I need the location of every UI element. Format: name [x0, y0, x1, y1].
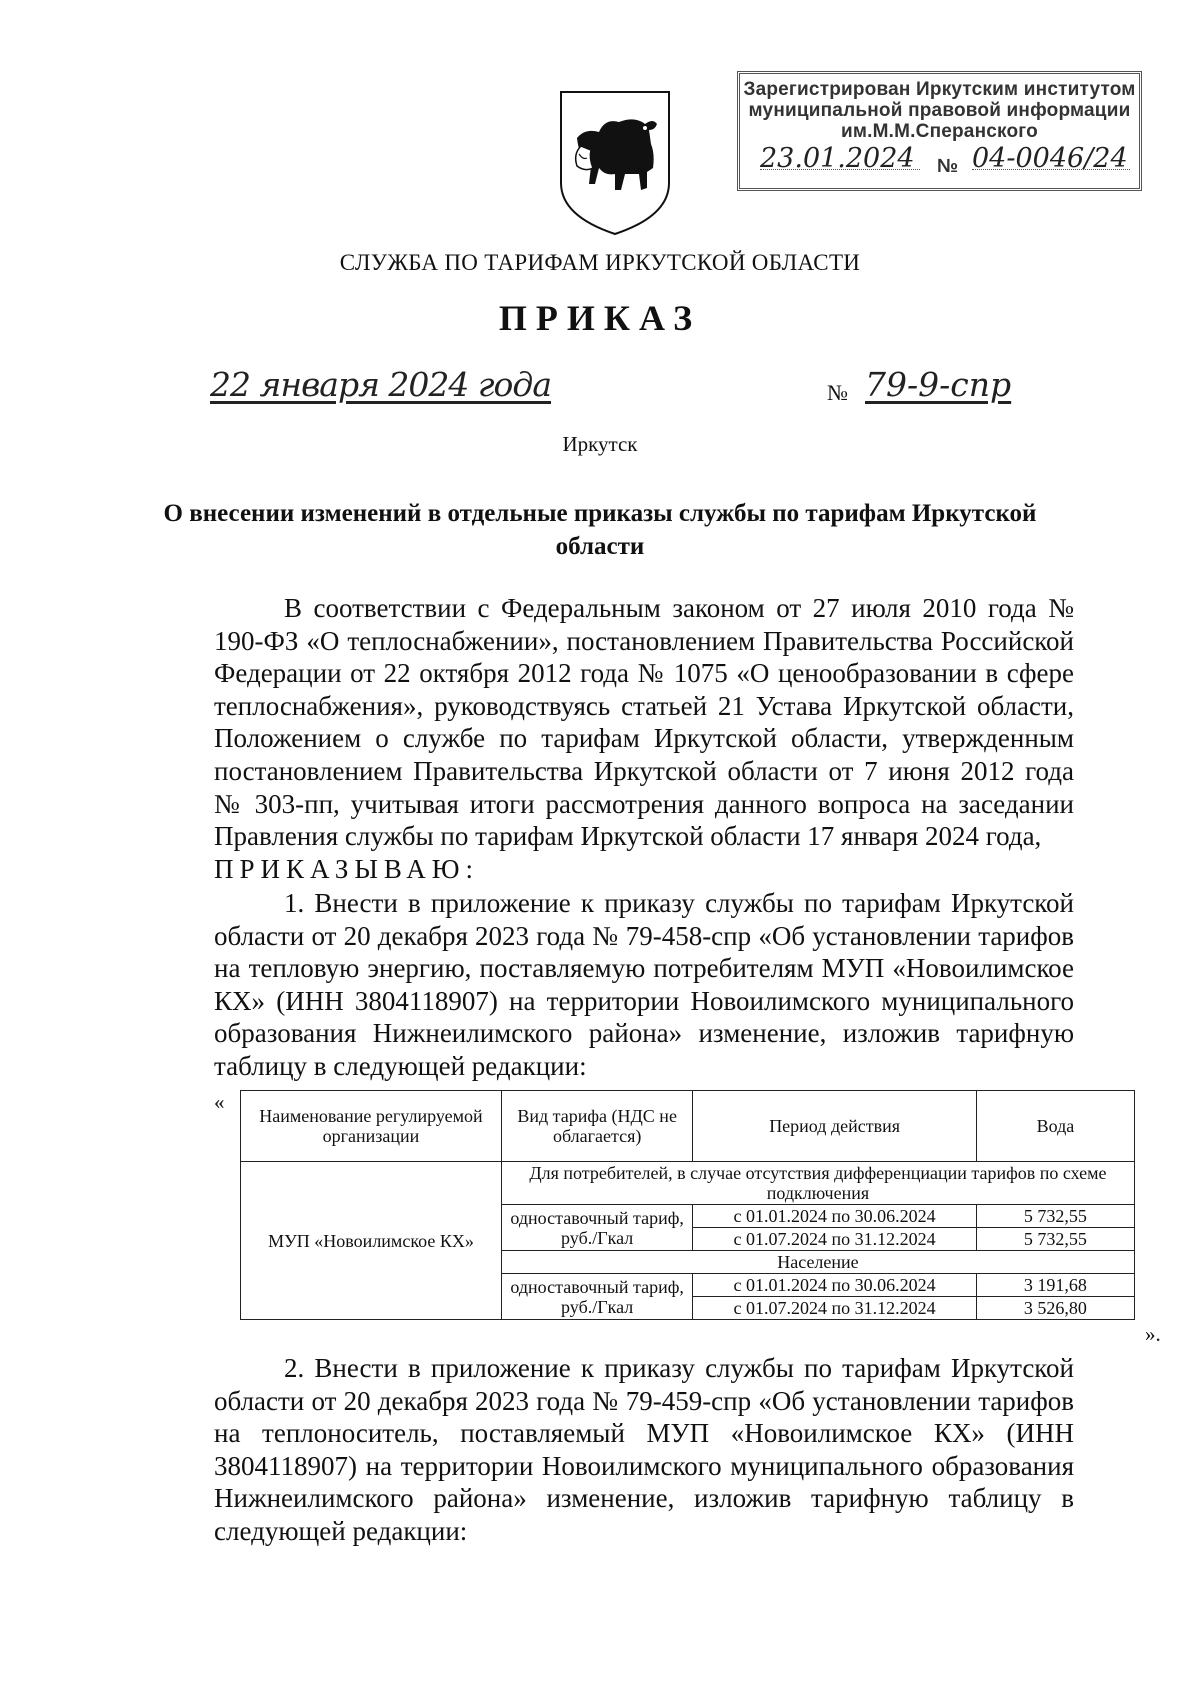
value-cell: 3 191,68	[976, 1274, 1134, 1297]
header-water: Вода	[976, 1091, 1134, 1162]
stamp-line-1: Зарегистрирован Иркутским институтом	[743, 79, 1136, 100]
order-number-sign: №	[827, 380, 848, 405]
table-row	[241, 1162, 1135, 1205]
table-quote-close: ».	[1145, 1322, 1161, 1346]
order-word: ПРИКАЗЫВАЮ:	[214, 853, 479, 884]
stamp-registration-date: 23.01.2024	[760, 148, 920, 170]
city: Иркутск	[562, 432, 638, 456]
stamp-handwritten-row	[740, 143, 1139, 180]
order-date-handwritten: 22 января 2024 года	[210, 365, 552, 404]
period-cell: с 01.07.2024 по 31.12.2024	[693, 1297, 976, 1320]
irkutsk-coat-of-arms-icon	[555, 88, 675, 238]
table-header-row	[241, 1091, 1135, 1162]
period-cell: с 01.01.2024 по 30.06.2024	[693, 1205, 976, 1228]
order-number-handwritten: 79-9-спр	[865, 365, 1012, 404]
stamp-number-sign: №	[937, 156, 959, 177]
header-period: Период действия	[693, 1091, 976, 1162]
period-cell: с 01.01.2024 по 30.06.2024	[693, 1274, 976, 1297]
value-cell: 5 732,55	[976, 1228, 1134, 1251]
stamp-registration-number: 04-0046/24	[972, 148, 1130, 170]
stamp-line-3: им.М.М.Сперанского	[841, 121, 1038, 142]
section-consumers: Для потребителей, в случае отсутствия дифференциации тарифов по схеме подключения	[501, 1162, 1134, 1205]
organization-cell: МУП «Новоилимское КХ»	[241, 1162, 502, 1320]
document-title: О внесении изменений в отдельные приказы службы по тарифам Иркутской области	[163, 500, 1037, 560]
value-cell: 3 526,80	[976, 1297, 1134, 1320]
section-population: Население	[501, 1251, 1134, 1274]
header-tariff-type: Вид тарифа (НДС не облагается)	[501, 1091, 692, 1162]
agency-name: СЛУЖБА ПО ТАРИФАМ ИРКУТСКОЙ ОБЛАСТИ	[339, 250, 861, 275]
value-cell: 5 732,55	[976, 1205, 1134, 1228]
item-1-text: 1. Внести в приложение к приказу службы по тарифам Иркутской области от 20 декабря 2023 года № 79-458-спр «Об установлении тарифов на тепловую энергию, поставляемую потребителям МУП «Новоилимское КХ» (ИНН 3804118907) на территории Новоилимского муниципального образования Нижнеилимского района» изменение, изложив тарифную таблицу в следующей редакции:	[214, 888, 1074, 1081]
header-organization: Наименование регулируемой организации	[241, 1091, 502, 1162]
tariff-table	[240, 1090, 1135, 1320]
tariff-type-cell: одноставочный тариф, руб./Гкал	[501, 1274, 692, 1320]
table-quote-open: «	[214, 1090, 225, 1114]
item-2-text: 2. Внести в приложение к приказу службы по тарифам Иркутской области от 20 декабря 2023 года № 79-459-спр «Об установлении тарифов на теплоноситель, поставляемый МУП «Новоилимское КХ» (ИНН 3804118907) на территории Новоилимского муниципального образования Нижнеилимского района» изменение, изложив тарифную таблицу в следующей редакции:	[214, 1353, 1074, 1546]
registration-stamp	[737, 71, 1142, 191]
period-cell: с 01.07.2024 по 31.12.2024	[693, 1228, 976, 1251]
preamble-text: В соответствии с Федеральным законом от 27 июля 2010 года № 190-ФЗ «О теплоснабжении», постановлением Правительства Российской Федерации от 22 октября 2012 года № 1075 «О ценообразовании в сфере теплоснабжения», руководствуясь статьей 21 Устава Иркутской области, Положением о службе по тарифам Иркутской области, утвержденным постановлением Правительства Иркутской области от 7 июня 2012 года № 303-пп, учитывая итоги рассмотрения данного вопроса на заседании Правления службы по тарифам Иркутской области 17 января 2024 года,	[214, 593, 1074, 852]
stamp-line-2: муниципальной правовой информации	[748, 100, 1131, 121]
tariff-type-cell: одноставочный тариф, руб./Гкал	[501, 1205, 692, 1251]
preamble-block	[214, 592, 1074, 885]
document-type: ПРИКАЗ	[498, 298, 702, 338]
